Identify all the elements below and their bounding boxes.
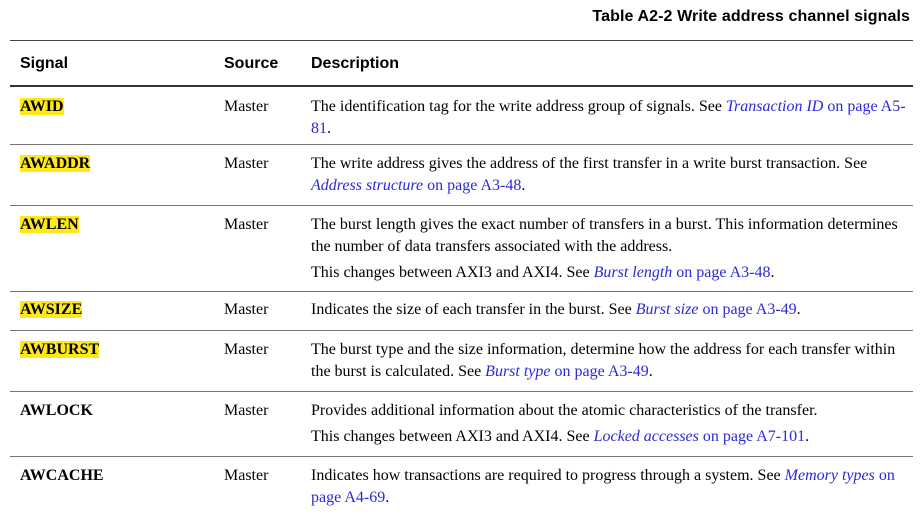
table-header-row [10,41,913,85]
signal-description [311,153,913,197]
signal-source: Master [224,98,269,115]
description-text: This changes between AXI3 and AXI4. See [311,428,594,445]
signal-highlight: AWLEN [20,216,79,233]
signal-description [311,339,913,383]
signal-highlight: AWID [20,98,64,115]
table-row [10,292,913,331]
cross-reference-link[interactable]: Address structure on page A3-48 [311,177,522,194]
signal-name [20,299,82,321]
signal-description [311,465,913,509]
header-description: Description [311,55,400,72]
table-row [10,206,913,292]
description-paragraph: Indicates how transactions are required to progress through a system. See Memory types on page A4-69. [311,467,895,506]
signal-name [20,96,64,118]
description-text: This changes between AXI3 and AXI4. See [311,264,594,281]
signal-highlight: AWADDR [20,155,91,172]
signal-name: AWLOCK [20,402,93,419]
table-row [10,392,913,457]
signal-source: Master [224,155,269,172]
header-signal: Signal [20,55,69,72]
signals-table [10,40,913,517]
signal-name [20,153,90,175]
signal-source: Master [224,216,269,233]
cross-reference-link[interactable]: Locked accesses on page A7-101 [593,428,806,445]
description-paragraph: Indicates the size of each transfer in the burst. See Burst size on page A3-49. [311,301,801,318]
signal-name [20,339,99,361]
header-source: Source [224,55,279,72]
cross-reference-link[interactable]: Burst type on page A3-49 [485,363,649,380]
signal-source: Master [224,467,269,484]
table-row [10,145,913,206]
description-paragraph: This changes between AXI3 and AXI4. See Locked accesses on page A7-101. [311,428,810,445]
description-paragraph: The write address gives the address of the first transfer in a write burst transaction. See Address structure on page A3-48. [311,155,868,194]
description-text: The burst type and the size information, determine how the address for each transfer within the burst is calculated. See [311,341,896,380]
description-text: Indicates the size of each transfer in the burst. See [311,301,636,318]
table-caption: Table A2-2 Write address channel signals [592,8,910,25]
signal-description [311,299,913,321]
table-row [10,331,913,392]
signal-highlight: AWSIZE [20,301,83,318]
cross-reference-link[interactable]: Memory types on page A4-69 [311,467,895,506]
signal-name: AWCACHE [20,467,104,484]
signal-highlight: AWBURST [20,341,100,358]
description-paragraph [311,400,913,422]
signal-name [20,214,79,236]
description-paragraph [311,214,913,258]
description-text: The burst length gives the exact number of transfers in a burst. This information determines the number of data transfers associated with the address. [311,216,898,255]
signal-description [311,96,913,140]
description-text: The identification tag for the write address group of signals. See [311,98,726,115]
description-paragraph: The burst type and the size information, determine how the address for each transfer within the burst is calculated. See Burst type on page A3-49. [311,341,896,380]
signal-source: Master [224,301,269,318]
cross-reference-link[interactable]: Burst size on page A3-49 [635,301,797,318]
description-text: Provides additional information about the atomic characteristics of the transfer. [311,402,818,419]
description-paragraph: This changes between AXI3 and AXI4. See Burst length on page A3-48. [311,264,775,281]
table-row [10,87,913,145]
signal-source: Master [224,341,269,358]
description-text: Indicates how transactions are required to progress through a system. See [311,467,785,484]
cross-reference-link[interactable]: Transaction ID on page A5-81 [311,98,906,137]
signal-source: Master [224,402,269,419]
signal-description [311,214,913,284]
signal-description [311,400,913,448]
table-row [10,457,913,517]
description-text: The write address gives the address of the first transfer in a write burst transaction. See [311,155,868,172]
description-paragraph: The identification tag for the write address group of signals. See Transaction ID on page A5-81. [311,98,906,137]
cross-reference-link[interactable]: Burst length on page A3-48 [593,264,771,281]
